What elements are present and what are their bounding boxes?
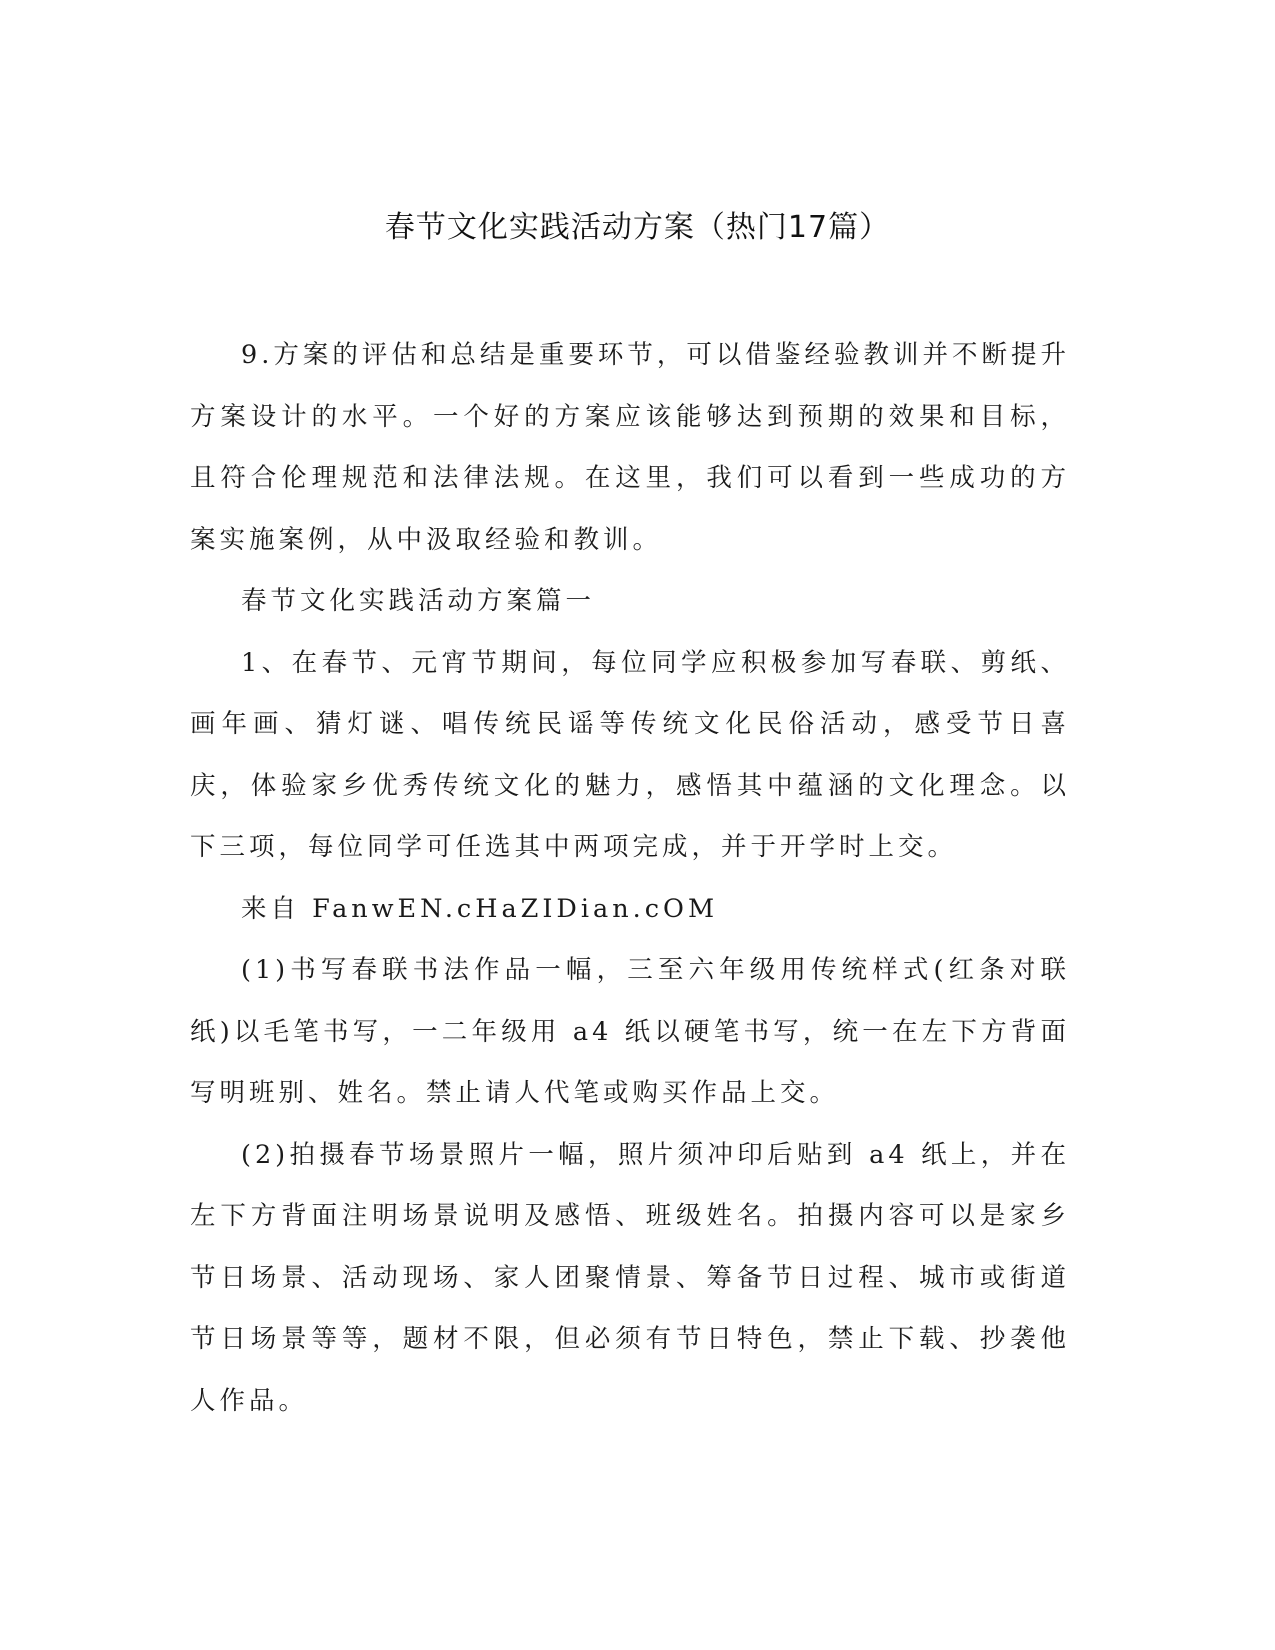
document-title: 春节文化实践活动方案（热门17篇）	[384, 210, 891, 245]
paragraph-couplet-task: (1)书写春联书法作品一幅，三至六年级用传统样式(红条对联纸)以毛笔书写，一二年级用 a4 纸以硬笔书写，统一在左下方背面写明班别、姓名。禁止请人代笔或购买作品上交。	[190, 955, 1070, 1108]
paragraph-activities: 1、在春节、元宵节期间，每位同学应积极参加写春联、剪纸、画年画、猜灯谜、唱传统民谣等传统文化民俗活动，感受节日喜庆，体验家乡优秀传统文化的魅力，感悟其中蕴涵的文化理念。以下三项，每位同学可任选其中两项完成，并于开学时上交。	[190, 647, 1070, 862]
paragraph-source: 来自 FanwEN.cHaZIDian.cOM	[241, 893, 719, 924]
document-body	[190, 325, 1070, 1432]
section-heading-part-one: 春节文化实践活动方案篇一	[241, 586, 596, 616]
paragraph-photo-task: (2)拍摄春节场景照片一幅，照片须冲印后贴到 a4 纸上，并在左下方背面注明场景说明及感悟、班级姓名。拍摄内容可以是家乡节日场景、活动现场、家人团聚情景、筹备节日过程、城市或街道节日场景等等，题材不限，但必须有节日特色，禁止下载、抄袭他人作品。	[190, 1139, 1070, 1416]
paragraph-evaluation: 9.方案的评估和总结是重要环节，可以借鉴经验教训并不断提升方案设计的水平。一个好的方案应该能够达到预期的效果和目标，且符合伦理规范和法律法规。在这里，我们可以看到一些成功的方案实施案例，从中汲取经验和教训。	[190, 340, 1070, 555]
